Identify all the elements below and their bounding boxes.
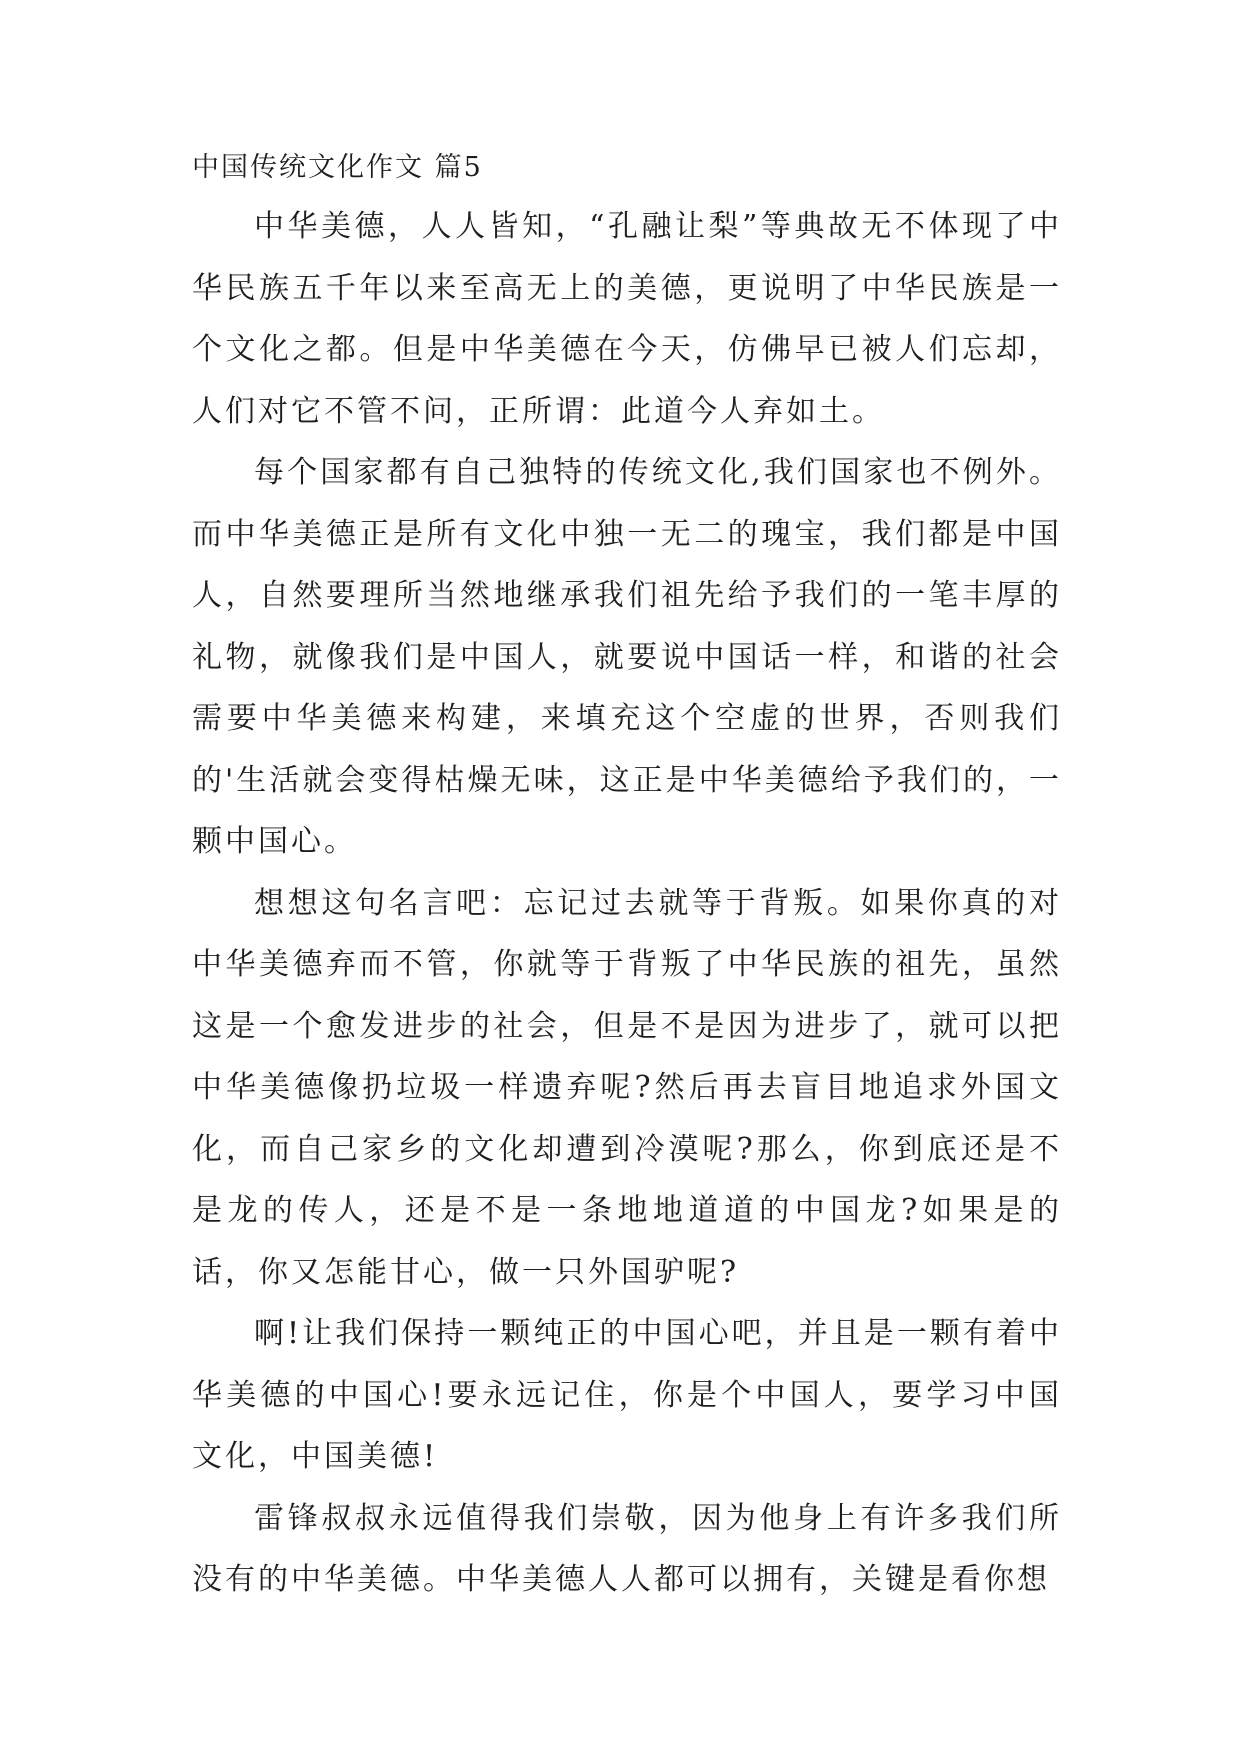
- document-title: 中国传统文化作文 篇5: [192, 152, 483, 183]
- paragraph-4: 啊!让我们保持一颗纯正的中国心吧，并且是一颗有着中华美德的中国心!要永远记住，你是个中国人，要学习中国文化，中国美德!: [192, 1316, 1062, 1474]
- paragraph-3: 想想这句名言吧：忘记过去就等于背叛。如果你真的对中华美德弃而不管，你就等于背叛了中华民族的祖先，虽然这是一个愈发进步的社会，但是不是因为进步了，就可以把中华美德像扔垃圾一样遗弃呢?然后再去盲目地追求外国文化，而自己家乡的文化却遭到冷漠呢?那么，你到底还是不是龙的传人，还是不是一条地地道道的中国龙?如果是的话，你又怎能甘心，做一只外国驴呢?: [192, 885, 1062, 1290]
- paragraph-1: 中华美德，人人皆知，“孔融让梨”等典故无不体现了中华民族五千年以来至高无上的美德，更说明了中华民族是一个文化之都。但是中华美德在今天，仿佛早已被人们忘却，人们对它不管不问，正所谓：此道今人弃如土。: [192, 209, 1062, 429]
- paragraph-2: 每个国家都有自己独特的传统文化,我们国家也不例外。而中华美德正是所有文化中独一无二的瑰宝，我们都是中国人，自然要理所当然地继承我们祖先给予我们的一笔丰厚的礼物，就像我们是中国人，就要说中国话一样，和谐的社会需要中华美德来构建，来填充这个空虚的世界，否则我们的'生活就会变得枯燥无味，这正是中华美德给予我们的，一颗中国心。: [192, 455, 1062, 859]
- paragraph-5: 雷锋叔叔永远值得我们崇敬，因为他身上有许多我们所没有的中华美德。中华美德人人都可以拥有，关键是看你想: [192, 1500, 1062, 1597]
- document-body: [192, 148, 1062, 1611]
